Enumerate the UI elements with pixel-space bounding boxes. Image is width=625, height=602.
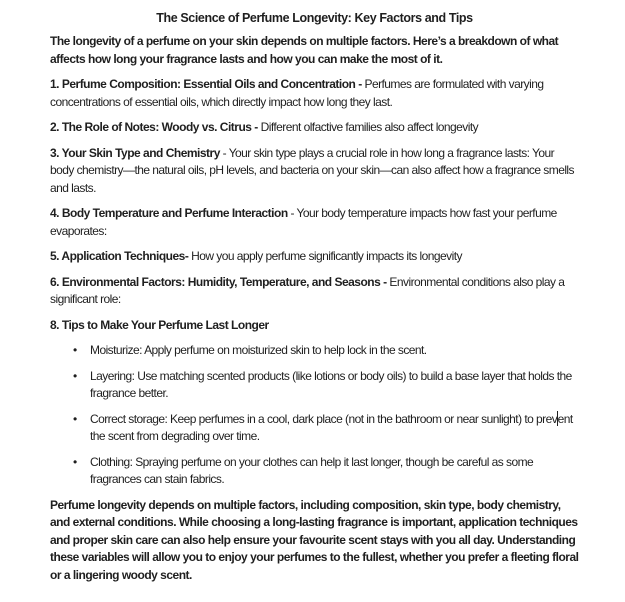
conclusion-paragraph[interactable]: Perfume longevity depends on multiple factors, including composition, skin type, body chemistry, and external conditions. While choosing a long-lasting fragrance is important, application techniques and proper skin care can also help ensure your favourite scent stays with you all day. Understanding these variables will allow you to enjoy your perfumes to the fullest, whether you prefer a fleeting floral or a lingering woody scent.	[50, 497, 579, 582]
list-item-layering[interactable]	[73, 368, 579, 403]
bullet-icon: •	[73, 368, 77, 383]
document-title[interactable]: The Science of Perfume Longevity: Key Factors and Tips	[156, 11, 473, 25]
bullet-icon: •	[73, 454, 77, 469]
section-paragraph-4[interactable]	[50, 205, 579, 240]
list-item-text-after-cursor: ent the scent from degrading over time.	[90, 411, 573, 443]
list-item-storage[interactable]	[73, 411, 579, 446]
section-body-4: - Your body temperature impacts how fast your perfume evaporates:	[50, 206, 557, 238]
tips-heading[interactable]: 8. Tips to Make Your Perfume Last Longer	[50, 317, 269, 332]
section-heading-6: 6. Environmental Factors: Humidity, Temperature, and Seasons -	[50, 274, 387, 289]
section-body-6: Environmental conditions also play a significant role:	[50, 274, 565, 306]
bullet-icon: •	[73, 343, 77, 357]
section-paragraph-1[interactable]	[50, 76, 579, 111]
list-item-text-before-cursor: Correct storage: Keep perfumes in a cool, dark place (not in the bathroom or near sunlight) to prev	[90, 411, 558, 426]
section-body-5: How you apply perfume significantly impacts its longevity	[188, 249, 462, 263]
section-paragraph-2[interactable]	[50, 119, 579, 137]
section-paragraph-3[interactable]	[50, 145, 579, 198]
section-paragraph-6[interactable]	[50, 274, 579, 309]
section-heading-1: 1. Perfume Composition: Essential Oils and Concentration -	[50, 77, 362, 91]
section-body-2: Different olfactive families also affect longevity	[257, 120, 479, 134]
list-item-clothing[interactable]	[73, 454, 579, 489]
section-paragraph-5[interactable]	[50, 248, 579, 266]
list-item-text: Layering: Use matching scented products (like lotions or body oils) to build a base layer that holds the fragrance better.	[90, 368, 572, 400]
section-heading-2: 2. The Role of Notes: Woody vs. Citrus -	[50, 120, 258, 134]
intro-paragraph[interactable]: The longevity of a perfume on your skin depends on multiple factors. Here’s a breakdown of what affects how long your fragrance lasts and how you can make the most of it.	[50, 34, 559, 66]
section-body-1: Perfumes are formulated with varying concentrations of essential oils, which directly impact how long they last.	[50, 77, 544, 109]
section-heading-5: 5. Application Techniques-	[50, 249, 189, 263]
tips-list	[50, 342, 579, 489]
section-heading-4: 4. Body Temperature and Perfume Interaction	[50, 206, 288, 220]
list-item-text: Moisturize: Apply perfume on moisturized skin to help lock in the scent.	[90, 343, 427, 357]
list-item-text: Clothing: Spraying perfume on your clothes can help it last longer, though be careful as some fragrances can stain fabrics.	[90, 454, 534, 486]
bullet-icon: •	[73, 411, 77, 426]
section-heading-3: 3. Your Skin Type and Chemistry	[50, 145, 220, 160]
section-body-3: - Your skin type plays a crucial role in how long a fragrance lasts: Your body chemistry—the natural oils, pH levels, and bacteria on your skin—can also affect how a fragrance smells and lasts.	[50, 145, 574, 195]
list-item-moisturize[interactable]	[73, 342, 579, 360]
